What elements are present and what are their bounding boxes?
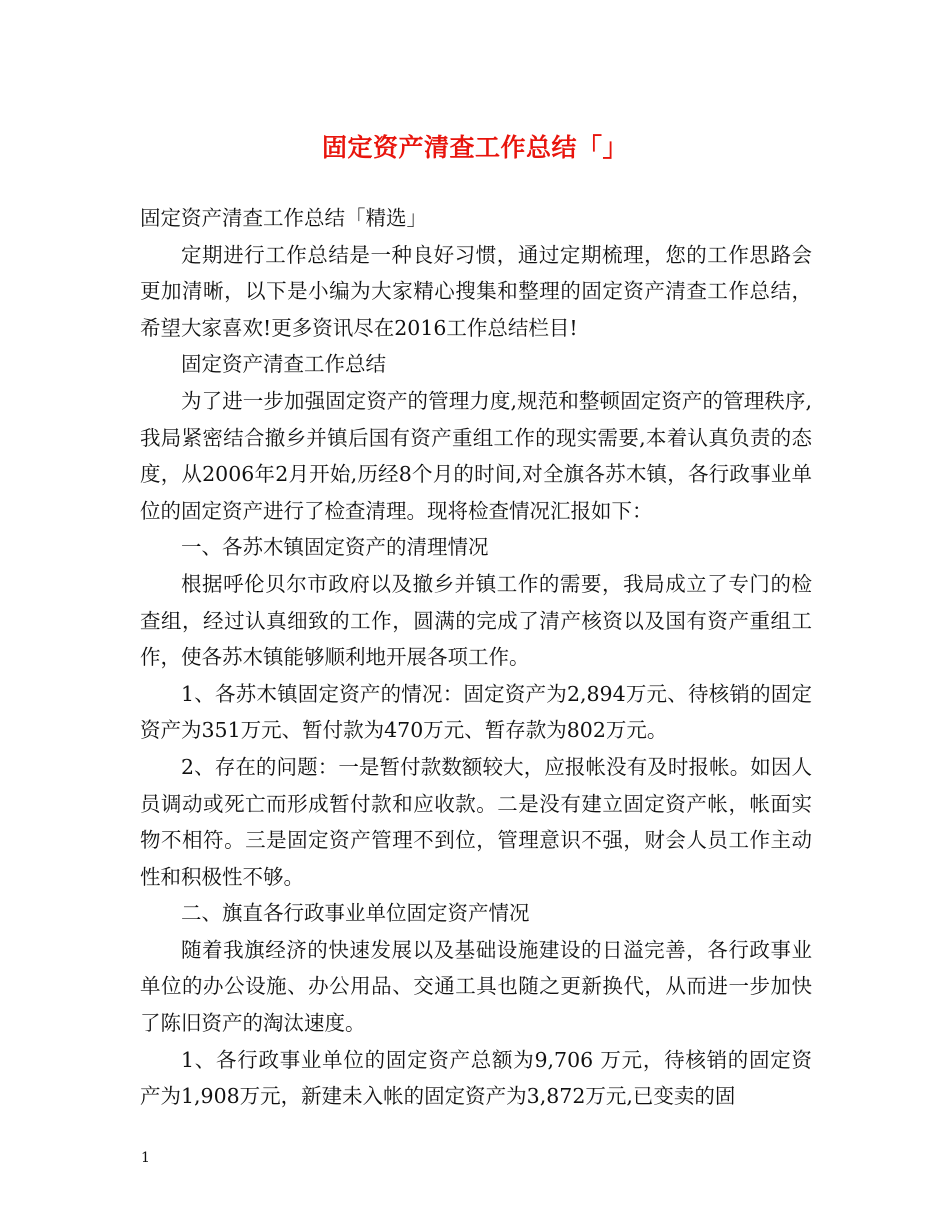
page-number: 1 — [141, 1150, 150, 1166]
paragraph-unit-assets: 1、各行政事业单位的固定资产总额为9,706 万元，待核销的固定资产为1,908万元，新建未入帐的固定资产为3,872万元,已变卖的固 — [140, 1047, 812, 1109]
document-body — [140, 200, 812, 1115]
paragraph-town-assets: 1、各苏木镇固定资产的情况：固定资产为2,894万元、待核销的固定资产为351万元、暂付款为470万元、暂存款为802万元。 — [140, 681, 812, 743]
paragraph-problems: 2、存在的问题：一是暂付款数额较大，应报帐没有及时报帐。如因人员调动或死亡而形成暂付款和应收款。二是没有建立固定资产帐，帐面实物不相符。三是固定资产管理不到位，管理意识不强，财会人员工作主动性和积极性不够。 — [140, 754, 812, 889]
section-heading: 固定资产清查工作总结 — [181, 352, 386, 377]
section-heading-1: 一、各苏木镇固定资产的清理情况 — [181, 535, 489, 560]
paragraph-development: 随着我旗经济的快速发展以及基础设施建设的日溢完善，各行政事业单位的办公设施、办公用品、交通工具也随之更新换代，从而进一步加快了陈旧资产的淘汰速度。 — [140, 937, 812, 1036]
paragraph-intro: 定期进行工作总结是一种良好习惯，通过定期梳理，您的工作思路会更加清晰，以下是小编为大家精心搜集和整理的固定资产清查工作总结，希望大家喜欢!更多资讯尽在2016工作总结栏目! — [140, 242, 812, 340]
paragraph-purpose: 为了进一步加强固定资产的管理力度,规范和整顿固定资产的管理秩序,我局紧密结合撤乡并镇后国有资产重组工作的现实需要,本着认真负责的态度，从2006年2月开始,历经8个月的时间,对全旗各苏木镇，各行政事业单位的固定资产进行了检查清理。现将检查情况汇报如下： — [140, 388, 812, 523]
document-title: 固定资产清查工作总结「」 — [321, 133, 628, 162]
section-heading-2: 二、旗直各行政事业单位固定资产情况 — [181, 901, 530, 926]
document-subtitle: 固定资产清查工作总结「精选」 — [140, 206, 427, 230]
paragraph-inspection: 根据呼伦贝尔市政府以及撤乡并镇工作的需要，我局成立了专门的检查组，经过认真细致的工作，圆满的完成了清产核资以及国有资产重组工作，使各苏木镇能够顺利地开展各项工作。 — [140, 571, 812, 670]
